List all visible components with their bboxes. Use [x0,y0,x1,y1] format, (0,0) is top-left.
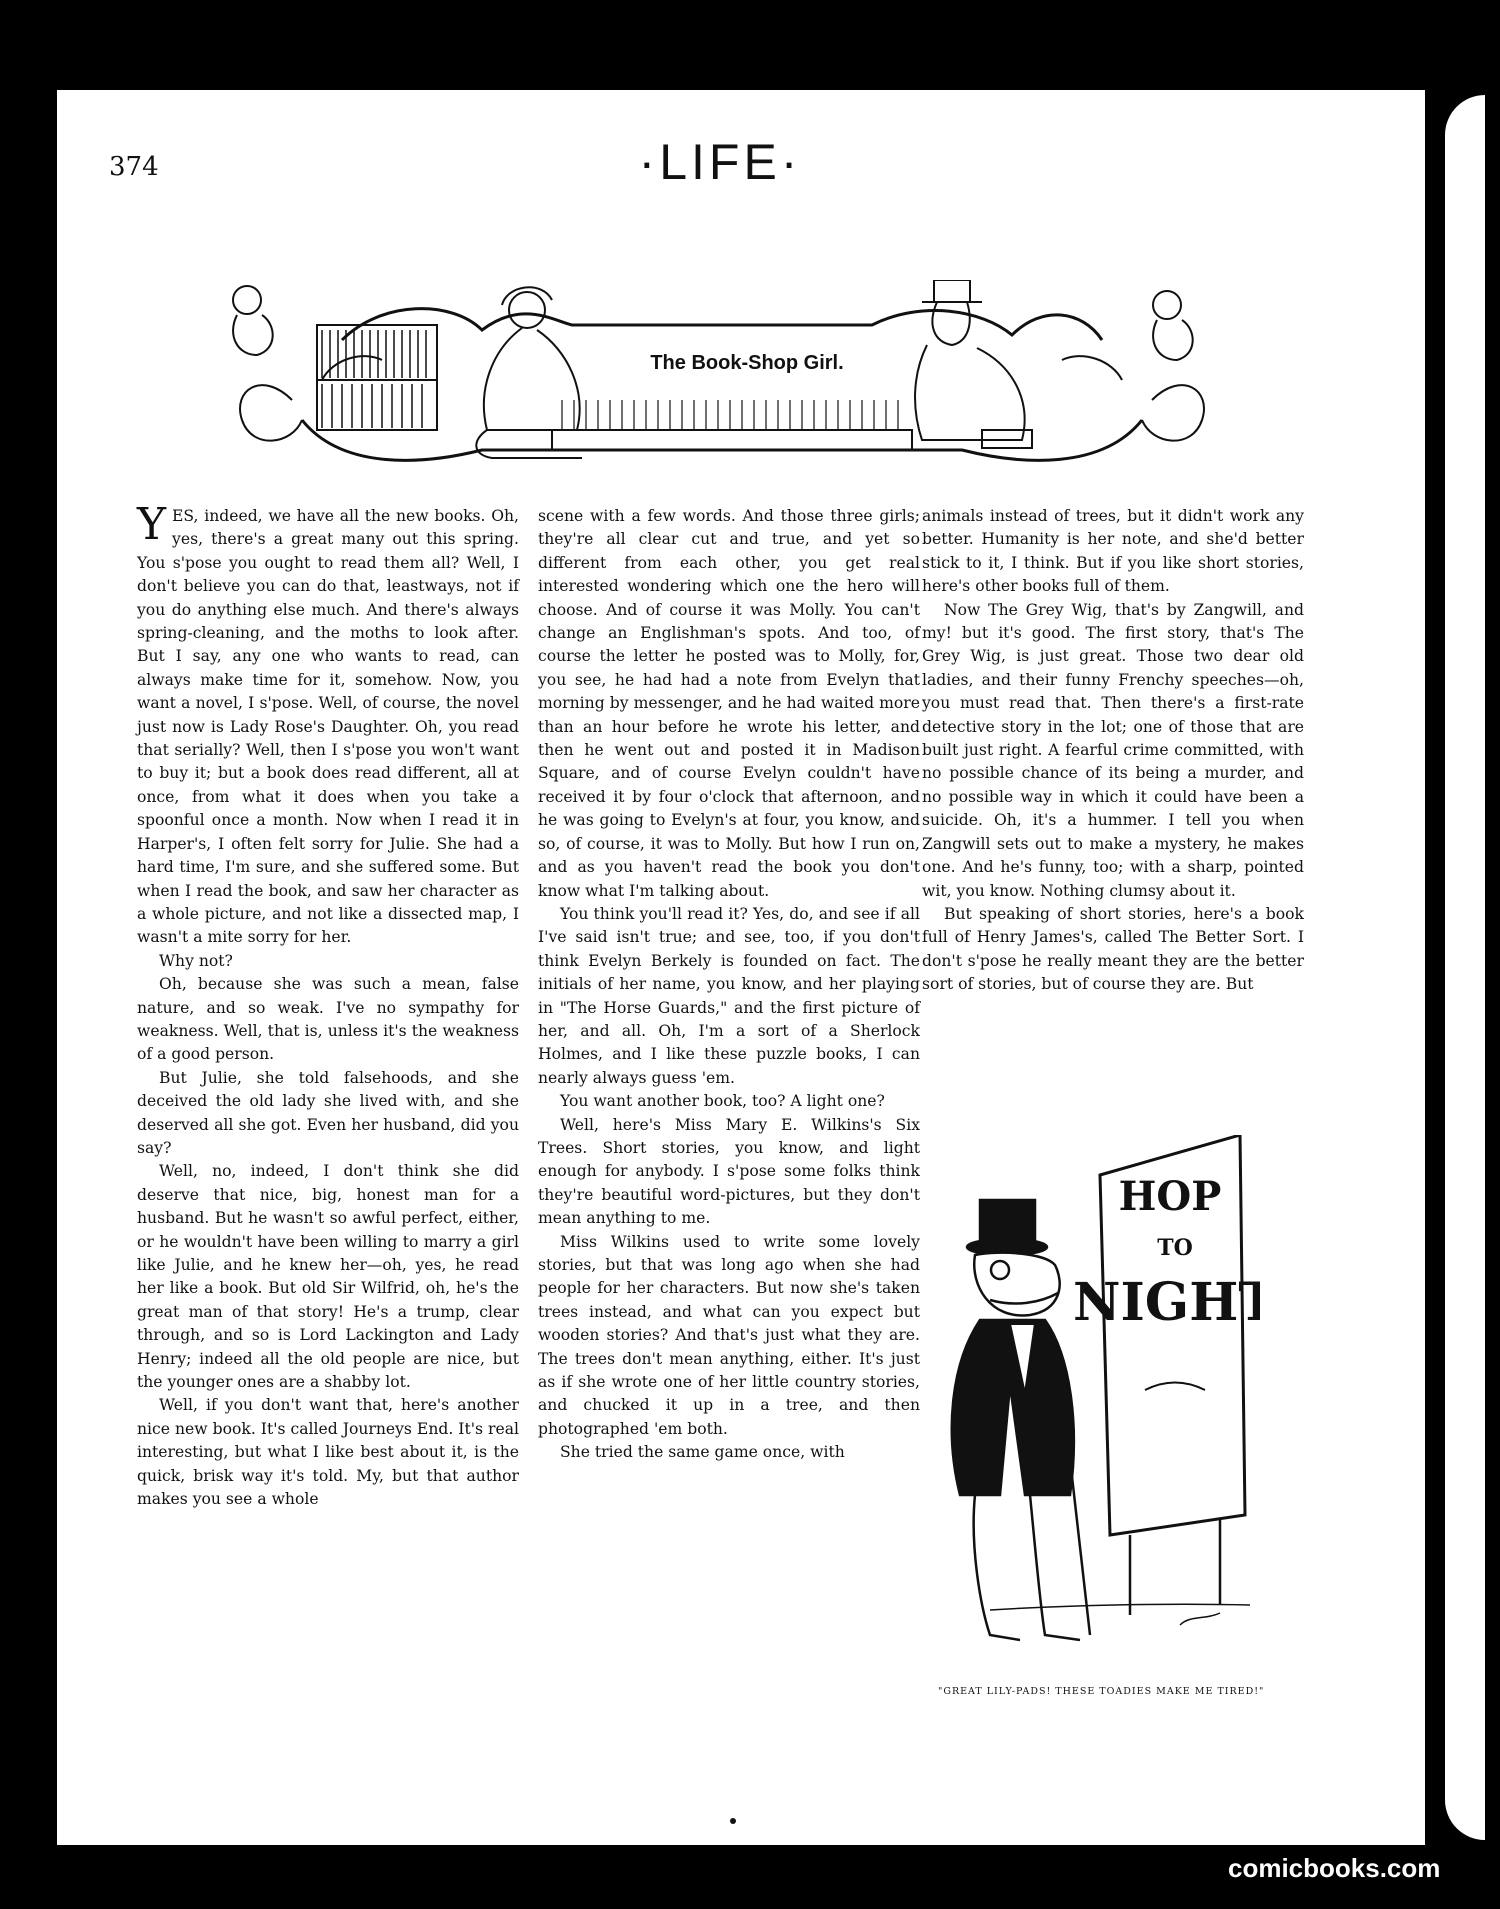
paragraph: Oh, because she was such a mean, false nature, and so weak. I've no sympathy for weakness. Well, that is, unless it's the weakness of a good person. [137,975,519,1064]
watermark: comicbooks.com [1228,1853,1441,1883]
paragraph: Why not? [159,951,233,970]
text-column-1 [137,499,519,1511]
paragraph: YES, indeed, we have all the new books. Oh, yes, there's a great many out this spring. You s'pose you ought to read them all? Well, I don't believe you can do that, leastways, not if you do anything else much. And there's always spring-cleaning, and the moths to look after. But I say, any one who wants to read, can always make time for it, somehow. Now, you want a novel, I s'pose. Well, of course, the novel just now is Lady Rose's Daughter. Oh, you read that serially? Well, then I s'pose you won't want to buy it; but a book does read different, all at once, from what it does when you take a spoonful once a month. Now when I read it in Harper's, I often felt sorry for Julie. She had a hard time, I'm sure, and she suffered some. But when I read the book, and saw her character as a whole picture, and not like a dissected map, I wasn't a mite sorry for her. [137,499,519,947]
paragraph: Well, here's Miss Mary E. Wilkins's Six Trees. Short stories, you know, and light enough for anybody. I s'pose some folks think they're beautiful word-pictures, but they don't mean anything to me. [538,1115,920,1228]
drop-cap: Y [137,499,167,550]
paragraph: Miss Wilkins used to write some lovely stories, but that was long ago when she had people for her characters. But now she's taken trees instead, and what can you expect but wooden stories? And that's just what they are. The trees don't mean anything, either. It's just as if she wrote one of her little country stories, and chucked it up in a tree, and then photographed 'em both. [538,1232,920,1438]
sign-text-to: TO [1157,1235,1193,1261]
page-number: 374 [109,152,159,182]
frog-cartoon-illustration [930,1135,1260,1670]
paragraph: You want another book, too? A light one? [560,1092,885,1111]
banner-illustration [222,280,1222,480]
page-mark [730,1818,736,1824]
sign-text-night: NIGHT [1072,1272,1260,1333]
paragraph: scene with a few words. And those three girls; they're all clear cut and true, and yet so different from each other, you get real interested wondering which one the hero will choose. And of course it was Molly. You can't change an Englishman's spots. And too, of course the letter he posted was to Molly, for, you see, he had had a note from Evelyn that morning by messenger, and he had waited more than an hour before he wrote his letter, and then he went out and posted it in Madison Square, and of course Evelyn couldn't have received it by four o'clock that afternoon, and he was going to Evelyn's at four, you know, and so, of course, it was to Molly. But how I run on, and as you haven't read the book you don't know what I'm talking about. [538,507,920,900]
text-column-2 [538,505,920,1465]
paragraph: animals instead of trees, but it didn't work any better. Humanity is her note, and she'd better stick to it, I think. But if you like short stories, here's other books full of them. [922,507,1304,596]
article-title: The Book-Shop Girl. [650,352,844,374]
cartoon-caption: "GREAT LILY-PADS! THESE TOADIES MAKE ME TIRED!" [938,1686,1265,1697]
paragraph: But speaking of short stories, here's a book full of Henry James's, called The Better Sort. I don't s'pose he really meant they are the better sort of stories, but of course they are. But [922,904,1304,994]
sign-text-hop: HOP [1118,1173,1222,1220]
masthead: ·LIFE· [638,134,802,190]
paragraph: You think you'll read it? Yes, do, and see if all I've said isn't true; and see, too, if you don't think Evelyn Berkely is founded on fact. The initials of her name, you know, and her playing in "The Horse Guards," and the first picture of her, and all. Oh, I'm a sort of a Sherlock Holmes, and I like these puzzle books, I can nearly always guess 'em. [538,904,920,1087]
header-banner [222,280,1222,480]
paragraph: Well, no, indeed, I don't think she did deserve that nice, big, honest man for a husband. But he wasn't so awful perfect, either, or he wouldn't have been willing to marry a girl like Julie, and he knew her—oh, yes, he read her like a book. But old Sir Wilfrid, oh, he's the great man of that story! He's a trump, clear through, and so is Lord Lackington and Lady Henry; indeed all the old people are nice, but the younger ones are a shabby lot. [137,1162,519,1392]
paragraph: Now The Grey Wig, that's by Zangwill, and my! but it's good. The first story, that's The Grey Wig, is just great. Those two dear old ladies, and their funny Frenchy speeches—oh, you must read that. Then there's a first-rate detective story in the lot; one of those that are built just right. A fearful crime committed, with no possible chance of its being a murder, and no possible way in which it could have been a suicide. Oh, it's a hummer. I tell you when Zangwill sets out to make a mystery, he makes one. And he's funny, too; with a sharp, pointed wit, you know. Nothing clumsy about it. [922,600,1304,900]
paragraph: But Julie, she told falsehoods, and she deceived the old lady she lived with, and she deserved all she got. Even her husband, did you say? [137,1068,519,1157]
frog-cartoon [930,1135,1260,1670]
paragraph: Well, if you don't want that, here's another nice new book. It's called Journeys End. It's real interesting, but what I like best about it, is the quick, brisk way it's told. My, but that author makes you see a whole [137,1396,519,1509]
paragraph: She tried the same game once, with [560,1443,845,1462]
adjacent-page-edge [1445,95,1485,1840]
text-column-3 [922,505,1304,997]
